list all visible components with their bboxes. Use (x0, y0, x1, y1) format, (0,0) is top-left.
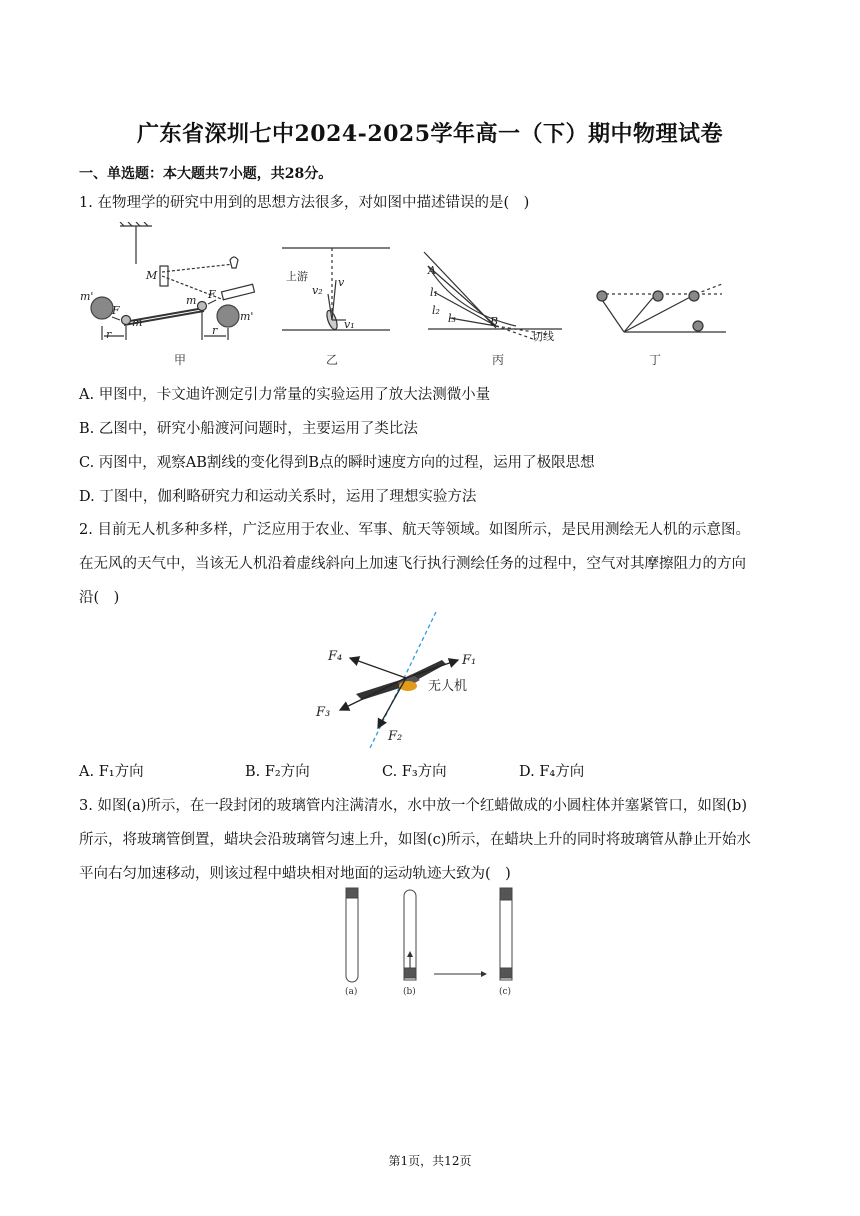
section-heading: 一、单选题：本大题共7小题，共28分。 (79, 166, 333, 182)
q1-option-d: D. 丁图中，伽利略研究力和运动关系时，运用了理想实验方法 (79, 489, 477, 505)
label-F-left: F (112, 304, 120, 317)
label-F-right: F (208, 288, 216, 301)
label-F4: F₄ (328, 649, 343, 664)
label-m-left: m (132, 316, 143, 329)
label-A: A (428, 264, 436, 277)
figure-yi (282, 248, 390, 331)
question-1-stem: 1. 在物理学的研究中用到的思想方法很多，对如图中描述错误的是( ) (79, 195, 530, 211)
caption-c: (c) (499, 987, 512, 997)
label-upstream: 上游 (286, 270, 308, 283)
question-3-stem-line-3: 平向右匀加速移动，则该过程中蜡块相对地面的运动轨迹大致为( ) (79, 866, 511, 882)
label-l1: l₁ (430, 286, 438, 299)
label-m-prime-left: m' (80, 290, 94, 303)
q1-option-a: A. 甲图中，卡文迪许测定引力常量的实验运用了放大法测微小量 (79, 387, 491, 403)
label-F1: F₁ (462, 653, 477, 668)
label-drone: 无人机 (428, 679, 468, 694)
caption-b: (b) (403, 987, 416, 997)
tube-a (346, 888, 358, 982)
caption-yi: 乙 (326, 353, 339, 367)
caption-ding: 丁 (649, 353, 662, 367)
q1-option-b: B. 乙图中，研究小船渡河问题时，主要运用了类比法 (79, 421, 418, 437)
q2-option-d: D. F₄方向 (519, 764, 585, 780)
label-m-prime-right: m' (240, 310, 254, 323)
label-l2: l₂ (432, 304, 440, 317)
question-2-figure (310, 610, 510, 750)
question-2-stem-line-2: 在无风的天气中，当该无人机沿着虚线斜向上加速飞行执行测绘任务的过程中，空气对其摩擦阻力的方向 (79, 556, 746, 572)
page-title: 广东省深圳七中2024-2025学年高一（下）期中物理试卷 (136, 121, 724, 147)
arrow-F1 (406, 660, 458, 678)
label-tangent: 切线 (532, 330, 554, 343)
page-footer: 第1页，共12页 (388, 1154, 472, 1168)
q1-option-c: C. 丙图中，观察AB割线的变化得到B点的瞬时速度方向的过程，运用了极限思想 (79, 455, 595, 471)
label-v1: v₁ (344, 318, 355, 331)
question-3-stem-line-2: 所示，将玻璃管倒置，蜡块会沿玻璃管匀速上升，如图(c)所示，在蜡块上升的同时将玻璃管从静止开始水 (79, 832, 751, 848)
label-m-right: m (186, 294, 197, 307)
question-2-stem-line-1: 2. 目前无人机多种多样，广泛应用于农业、军事、航天等领域。如图所示，是民用测绘无人机的示意图。 (79, 522, 750, 538)
arrow-F4 (350, 658, 406, 678)
caption-jia: 甲 (174, 353, 187, 367)
tube-b (404, 890, 416, 980)
q2-option-c: C. F₃方向 (382, 764, 447, 780)
caption-a: (a) (345, 987, 358, 997)
q2-option-a: A. F₁方向 (79, 764, 144, 780)
label-B: B (490, 315, 499, 328)
label-F3: F₃ (316, 705, 331, 720)
q2-option-b: B. F₂方向 (245, 764, 310, 780)
figure-jia (91, 222, 254, 340)
label-M: M (146, 269, 158, 282)
question-2-stem-line-3: 沿( ) (79, 590, 120, 606)
question-3-stem-line-1: 3. 如图(a)所示，在一段封闭的玻璃管内注满清水，水中放一个红蜡做成的小圆柱体并塞紧管口，如图(b) (79, 798, 747, 814)
label-r-left: r (106, 328, 112, 341)
tube-c (500, 888, 512, 980)
figure-ding (597, 284, 726, 332)
label-l3: l₃ (448, 312, 456, 325)
caption-bing: 丙 (492, 353, 505, 367)
question-3-figure (336, 884, 526, 1000)
label-v2: v₂ (312, 284, 323, 297)
label-F2: F₂ (388, 729, 403, 744)
label-v: v (338, 276, 345, 289)
label-r-right: r (212, 324, 218, 337)
question-1-figure (76, 222, 736, 370)
